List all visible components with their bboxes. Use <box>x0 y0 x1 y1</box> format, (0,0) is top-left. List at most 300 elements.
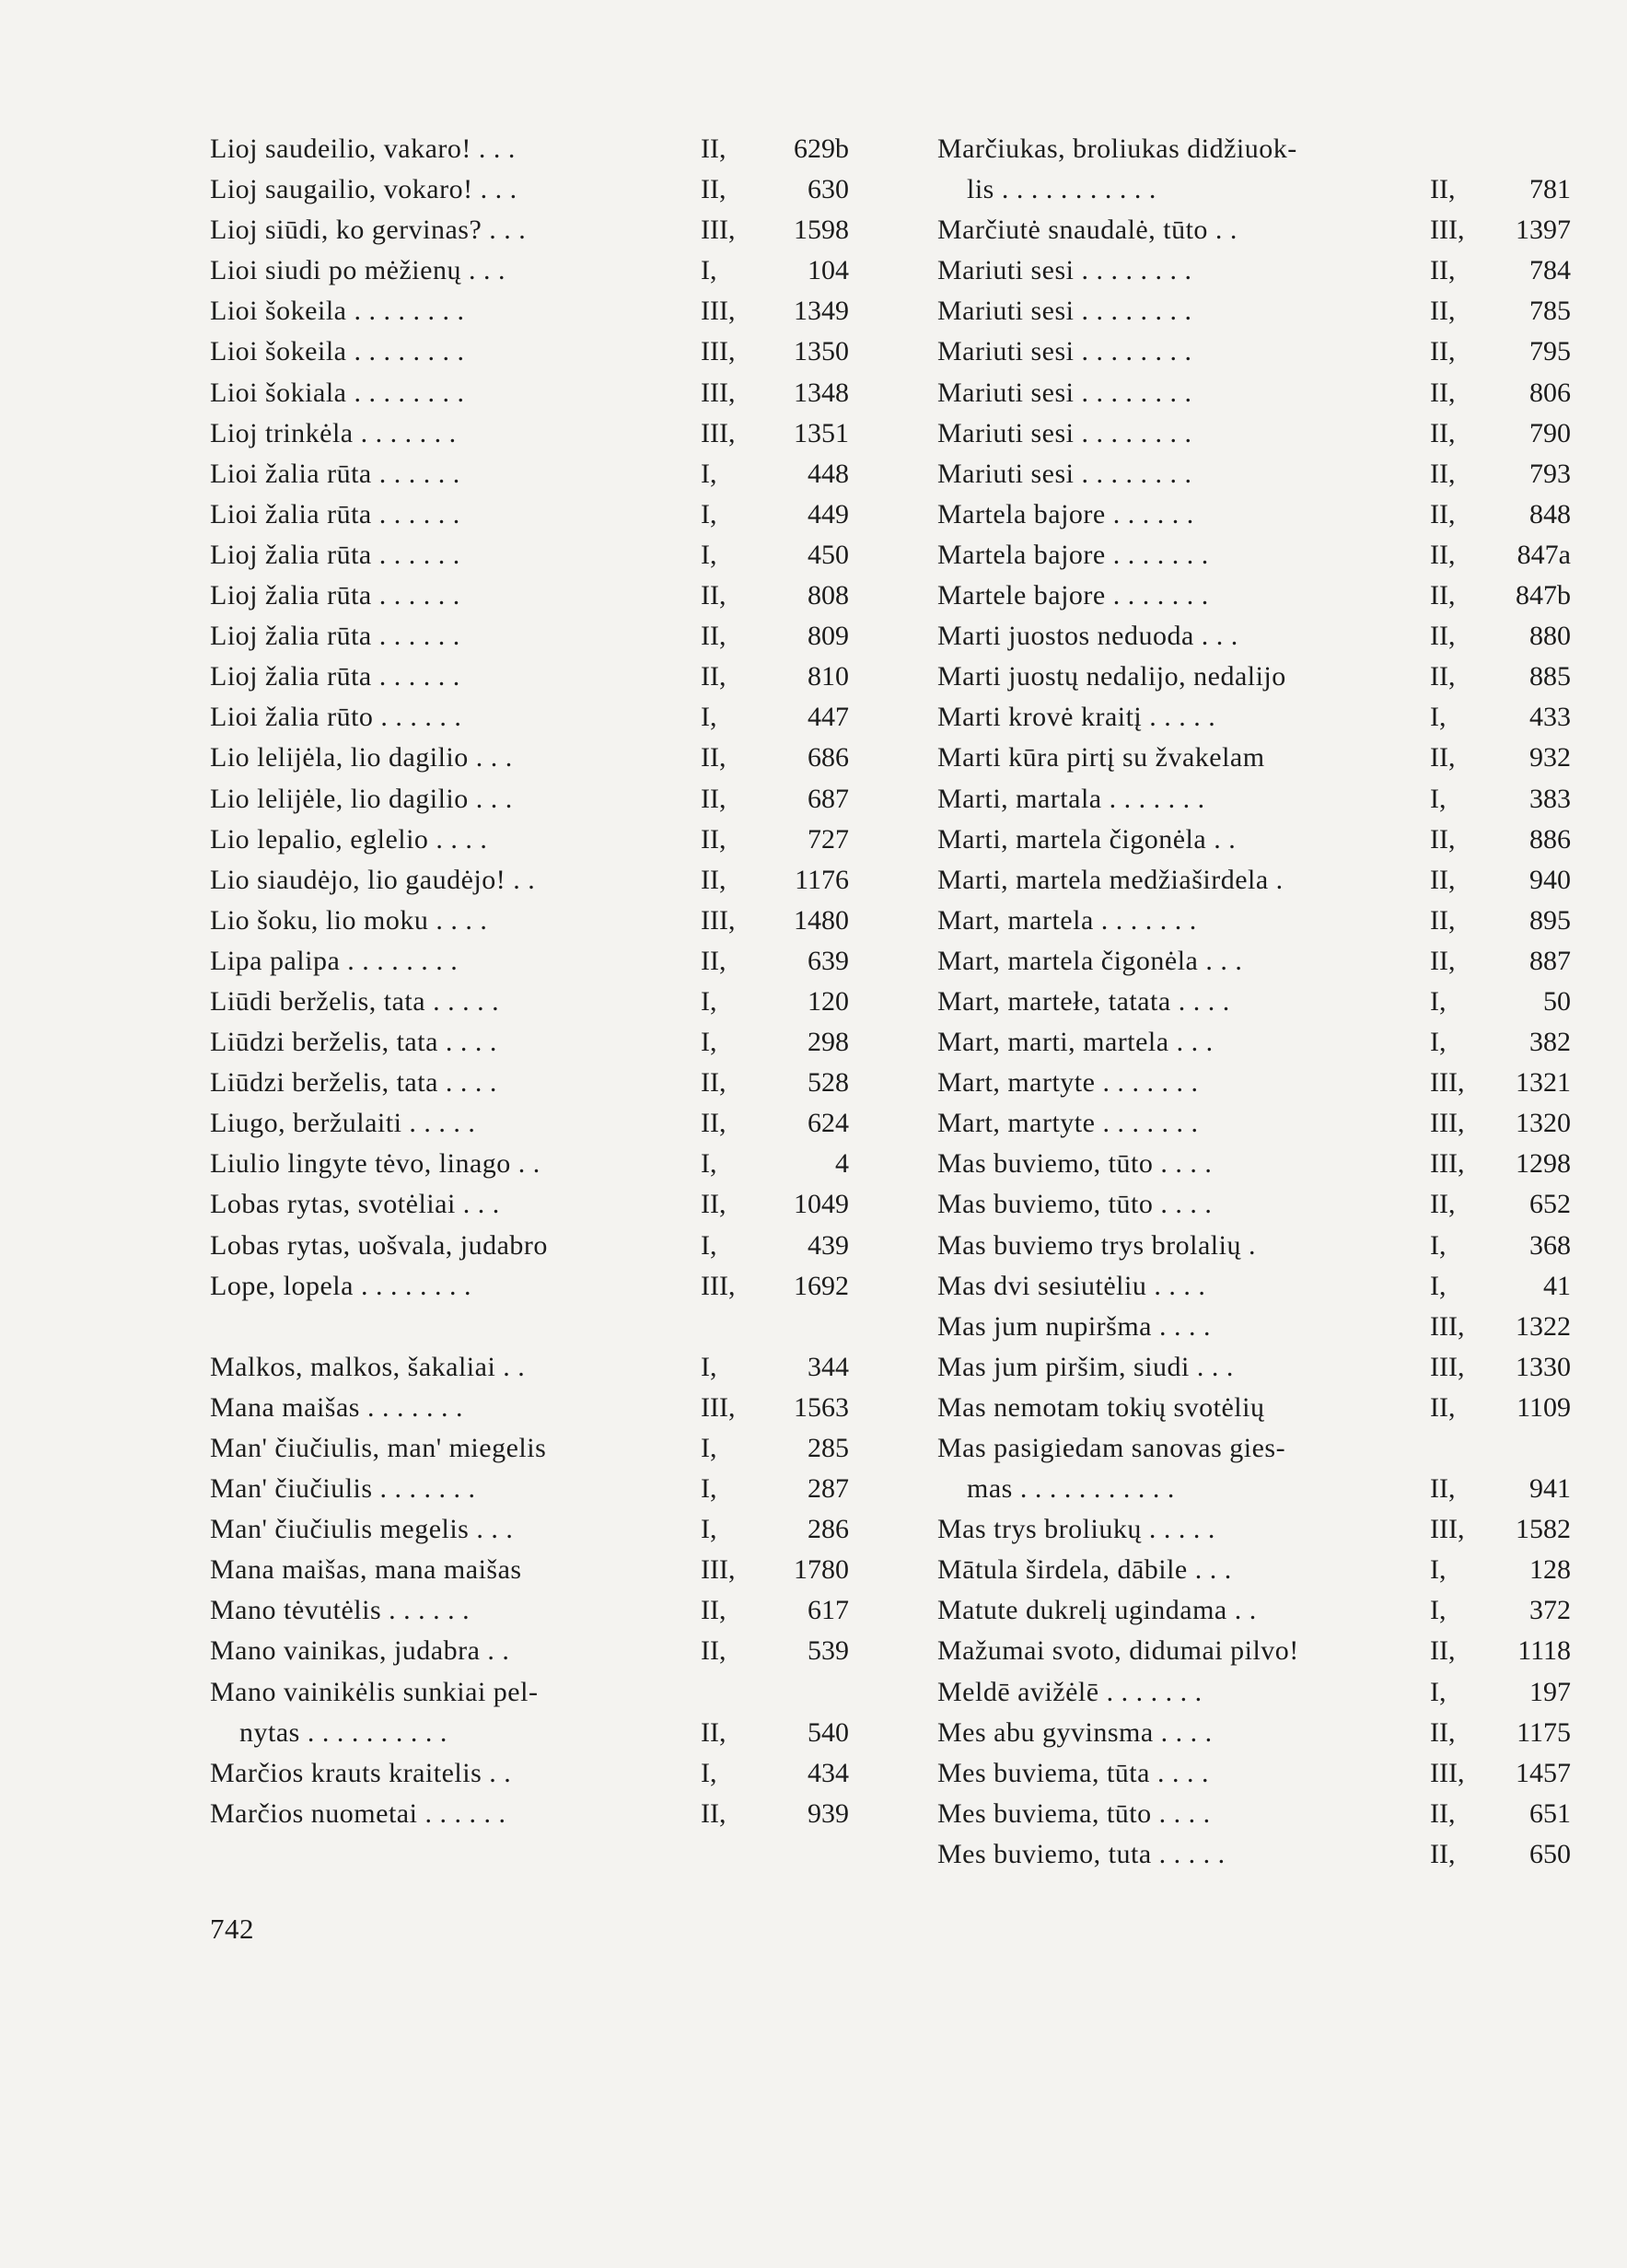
entry-volume: I, <box>1430 985 1447 1017</box>
index-entry <box>937 1307 1573 1347</box>
entry-volume: II, <box>1430 1635 1456 1667</box>
entry-title: Lioi šokeila . . . . . . . . <box>210 336 465 367</box>
entry-volume: II, <box>1430 539 1456 570</box>
index-entry <box>210 738 849 778</box>
entry-title: Lio lepalio, eglelio . . . . <box>210 823 488 855</box>
entry-title: Lioi siudi po mėžienų . . . <box>210 255 506 286</box>
entry-title: Man' čiučiulis megelis . . . <box>210 1514 514 1545</box>
entry-number: 781 <box>1529 174 1571 205</box>
entry-title: Mart, martełe, tatata . . . . <box>937 985 1230 1017</box>
entry-volume: II, <box>1430 255 1456 286</box>
index-entry <box>210 820 849 860</box>
entry-volume: II, <box>1430 1797 1456 1829</box>
index-entry <box>937 738 1573 778</box>
entry-volume: II, <box>1430 580 1456 611</box>
index-entry <box>210 1753 849 1794</box>
entry-number: 286 <box>808 1514 849 1545</box>
entry-volume: I, <box>701 702 717 733</box>
entry-volume: II, <box>701 1595 726 1626</box>
entry-number: 285 <box>808 1433 849 1463</box>
index-entry <box>210 1144 849 1184</box>
entry-number: 372 <box>1529 1595 1571 1626</box>
entry-title: Lipa palipa . . . . . . . . <box>210 945 459 976</box>
entry-title: Liūdi berželis, tata . . . . . <box>210 985 500 1017</box>
entry-volume: III, <box>701 296 736 327</box>
entry-title: nytas . . . . . . . . . . <box>239 1716 447 1748</box>
entry-number: 1480 <box>794 904 849 936</box>
entry-volume: I, <box>701 498 717 529</box>
entry-number: 886 <box>1529 823 1571 855</box>
entry-title: Man' čiučiulis . . . . . . . <box>210 1473 476 1505</box>
index-entry <box>937 1226 1573 1266</box>
entry-title: Lio šoku, lio moku . . . . <box>210 904 488 936</box>
index-entry <box>937 616 1573 657</box>
entry-volume: I, <box>701 1757 717 1788</box>
entry-number: 1109 <box>1517 1391 1571 1423</box>
entry-number: 1349 <box>794 296 849 327</box>
entry-number: 617 <box>808 1595 849 1626</box>
index-entry <box>210 129 849 169</box>
entry-number: 941 <box>1529 1473 1571 1505</box>
index-entry <box>937 1022 1573 1063</box>
entry-volume: II, <box>1430 904 1456 936</box>
entry-number: 1118 <box>1517 1635 1571 1667</box>
entry-number: 1320 <box>1516 1108 1571 1139</box>
entry-volume: III, <box>701 1391 736 1423</box>
index-entry <box>937 1469 1573 1509</box>
entry-volume: III, <box>1430 1514 1465 1545</box>
entry-volume: II, <box>701 1797 726 1829</box>
entry-title: Liulio lingyte tėvo, linago . . <box>210 1148 540 1180</box>
entry-number: 4 <box>835 1148 849 1180</box>
entry-volume: II, <box>1430 742 1456 773</box>
entry-number: 1598 <box>794 215 849 246</box>
index-entry <box>210 1226 849 1266</box>
entry-volume: III, <box>1430 215 1465 246</box>
entry-title: Lio lelijėle, lio dagilio . . . <box>210 783 513 814</box>
entry-number: 448 <box>808 458 849 489</box>
index-entry <box>937 1428 1573 1469</box>
entry-number: 1348 <box>794 377 849 408</box>
index-entry <box>210 1672 845 1713</box>
entry-number: 439 <box>808 1229 849 1261</box>
entry-number: 287 <box>808 1473 849 1505</box>
entry-volume: I, <box>701 1514 717 1545</box>
entry-number: 790 <box>1529 417 1571 448</box>
entry-volume: II, <box>701 134 726 164</box>
index-entry <box>937 413 1573 454</box>
entry-volume: III, <box>701 417 736 448</box>
entry-title: Liugo, beržulaiti . . . . . <box>210 1108 476 1139</box>
entry-title: Mana maišas . . . . . . . <box>210 1391 463 1423</box>
entry-title: Lobas rytas, svotėliai . . . <box>210 1189 500 1220</box>
entry-title: Liūdzi berželis, tata . . . . <box>210 1027 497 1058</box>
index-entry <box>210 1347 849 1388</box>
entry-number: 880 <box>1529 621 1571 652</box>
entry-number: 1175 <box>1517 1716 1571 1748</box>
index-entry <box>210 941 849 982</box>
index-entry <box>937 129 1573 169</box>
entry-title: Mas jum piršim, siudi . . . <box>937 1351 1234 1382</box>
index-entry <box>937 373 1573 413</box>
entry-volume: I, <box>701 985 717 1017</box>
entry-volume: III, <box>1430 1108 1465 1139</box>
entry-volume: III, <box>1430 1067 1465 1099</box>
entry-number: 120 <box>808 985 849 1017</box>
entry-title: Mas buviemo trys brolalių . <box>937 1229 1256 1261</box>
entry-volume: II, <box>1430 296 1456 327</box>
index-entry <box>937 1794 1573 1834</box>
index-entry <box>937 1063 1573 1103</box>
entry-volume: II, <box>1430 1473 1456 1505</box>
entry-number: 630 <box>808 174 849 205</box>
entry-volume: II, <box>701 742 726 773</box>
entry-number: 639 <box>808 945 849 976</box>
entry-number: 298 <box>808 1027 849 1058</box>
index-entry <box>210 576 849 616</box>
entry-number: 795 <box>1529 336 1571 367</box>
index-entry <box>210 1428 849 1469</box>
entry-volume: II, <box>701 621 726 652</box>
entry-volume: I, <box>1430 783 1447 814</box>
entry-volume: I, <box>701 458 717 489</box>
entry-title: lis . . . . . . . . . . . <box>967 174 1156 205</box>
entry-title: Marčios krauts kraitelis . . <box>210 1757 512 1788</box>
entry-volume: II, <box>1430 945 1456 976</box>
entry-number: 1351 <box>794 417 849 448</box>
index-entry <box>937 1347 1573 1388</box>
entry-number: 885 <box>1529 661 1571 692</box>
entry-title: Matute dukrelį ugindama . . <box>937 1595 1257 1626</box>
entry-title: Marti, martela čigonėla . . <box>937 823 1237 855</box>
entry-volume: I, <box>701 1229 717 1261</box>
left-column <box>210 129 849 1834</box>
page-number: 742 <box>210 1913 254 1945</box>
entry-volume: II, <box>701 1716 726 1748</box>
entry-volume: III, <box>701 1554 736 1586</box>
entry-volume: III, <box>701 336 736 367</box>
index-entry <box>937 250 1573 291</box>
entry-volume: I, <box>1430 1554 1447 1586</box>
entry-title: Lioi žalia rūta . . . . . . <box>210 458 460 489</box>
index-entry <box>210 494 849 535</box>
entry-volume: II, <box>1430 823 1456 855</box>
entry-title: Martele bajore . . . . . . . <box>937 580 1209 611</box>
index-entry <box>210 982 849 1022</box>
index-entry <box>937 535 1573 576</box>
entry-title: Lio siaudėjo, lio gaudėjo! . . <box>210 864 536 895</box>
entry-title: Mas dvi sesiutėliu . . . . <box>937 1270 1206 1301</box>
index-entry <box>210 454 849 494</box>
index-entry <box>210 657 849 697</box>
entry-number: 368 <box>1529 1229 1571 1261</box>
index-entry <box>210 1388 849 1428</box>
index-entry <box>210 1550 849 1590</box>
entry-volume: II, <box>1430 1391 1456 1423</box>
index-entry <box>937 901 1573 941</box>
entry-title: Marčiutė snaudalė, tūto . . <box>937 215 1238 246</box>
entry-volume: III, <box>1430 1148 1465 1180</box>
index-entry <box>210 616 849 657</box>
entry-number: 629b <box>794 134 849 164</box>
entry-number: 449 <box>808 498 849 529</box>
entry-number: 1780 <box>794 1554 849 1586</box>
entry-volume: I, <box>1430 1676 1447 1707</box>
entry-number: 887 <box>1529 945 1571 976</box>
entry-number: 1298 <box>1516 1148 1571 1180</box>
entry-volume: I, <box>1430 702 1447 733</box>
entry-title: Marčios nuometai . . . . . . <box>210 1797 506 1829</box>
index-entry <box>937 1144 1573 1184</box>
entry-title: Martela bajore . . . . . . <box>937 498 1194 529</box>
entry-title: Marti, martela medžiaširdela . <box>937 864 1284 895</box>
entry-title: Lioi žalia rūto . . . . . . <box>210 702 462 733</box>
entry-title: Lioj žalia rūta . . . . . . <box>210 539 460 570</box>
entry-title: Meldē avižėlē . . . . . . . <box>937 1676 1203 1707</box>
entry-volume: II, <box>701 1635 726 1667</box>
entry-number: 1692 <box>794 1270 849 1301</box>
entry-title: Mart, martela . . . . . . . <box>937 904 1197 936</box>
index-entry <box>937 454 1573 494</box>
entry-title: Lioj saugailio, vokaro! . . . <box>210 174 517 205</box>
entry-number: 624 <box>808 1108 849 1139</box>
index-entry <box>210 210 849 250</box>
entry-number: 1330 <box>1516 1351 1571 1382</box>
entry-volume: I, <box>701 255 717 286</box>
entry-volume: II, <box>1430 621 1456 652</box>
entry-title: Lioj žalia rūta . . . . . . <box>210 621 460 652</box>
entry-number: 686 <box>808 742 849 773</box>
entry-number: 539 <box>808 1635 849 1667</box>
entry-volume: I, <box>1430 1229 1447 1261</box>
entry-volume: II, <box>1430 1838 1456 1869</box>
entry-number: 197 <box>1529 1676 1571 1707</box>
entry-number: 847b <box>1516 580 1571 611</box>
entry-number: 447 <box>808 702 849 733</box>
entry-title: Mart, martela čigonėla . . . <box>937 945 1243 976</box>
entry-volume: II, <box>701 823 726 855</box>
index-entry <box>937 982 1573 1022</box>
entry-title: Malkos, malkos, šakaliai . . <box>210 1351 526 1382</box>
index-entry <box>210 250 849 291</box>
entry-title: Mart, marti, martela . . . <box>937 1027 1214 1058</box>
entry-number: 1397 <box>1516 215 1571 246</box>
entry-volume: III, <box>701 904 736 936</box>
entry-title: Mariuti sesi . . . . . . . . <box>937 417 1192 448</box>
entry-title: Mes buviema, tūto . . . . <box>937 1797 1211 1829</box>
index-entry <box>937 779 1573 820</box>
entry-title: Mariuti sesi . . . . . . . . <box>937 255 1192 286</box>
index-entry <box>937 1672 1573 1713</box>
entry-title: mas . . . . . . . . . . . <box>967 1473 1175 1505</box>
index-entry <box>937 1388 1573 1428</box>
entry-title: Mano tėvutėlis . . . . . . <box>210 1595 471 1626</box>
entry-title: Lobas rytas, uošvala, judabro <box>210 1229 548 1261</box>
entry-volume: II, <box>701 1067 726 1099</box>
entry-volume: II, <box>701 945 726 976</box>
entry-volume: I, <box>1430 1027 1447 1058</box>
index-entry <box>937 657 1573 697</box>
entry-number: 848 <box>1529 498 1571 529</box>
entry-number: 1350 <box>794 336 849 367</box>
entry-number: 793 <box>1529 458 1571 489</box>
entry-title: Lope, lopela . . . . . . . . <box>210 1270 471 1301</box>
entry-title: Mariuti sesi . . . . . . . . <box>937 336 1192 367</box>
entry-number: 651 <box>1529 1797 1571 1829</box>
entry-volume: II, <box>701 174 726 205</box>
entry-title: Lioj siūdi, ko gervinas? . . . <box>210 215 527 246</box>
index-entry <box>937 1184 1573 1225</box>
entry-title: Lioi šokiala . . . . . . . . <box>210 377 465 408</box>
entry-title: Lioi žalia rūta . . . . . . <box>210 498 460 529</box>
index-entry <box>210 1713 849 1753</box>
index-entry <box>937 1509 1573 1550</box>
index-entry <box>210 1469 849 1509</box>
entry-title: Marti kūra pirtį su žvakelam <box>937 742 1265 773</box>
index-entry <box>937 1590 1573 1631</box>
entry-number: 1176 <box>795 864 849 895</box>
index-entry <box>210 1307 845 1347</box>
index-entry <box>937 941 1573 982</box>
entry-volume: I, <box>701 1027 717 1058</box>
entry-title: Lioj trinkėla . . . . . . . <box>210 417 457 448</box>
entry-volume: I, <box>701 1433 717 1463</box>
entry-title: Lioj žalia rūta . . . . . . <box>210 580 460 611</box>
index-entry <box>937 820 1573 860</box>
entry-title: Liūdzi berželis, tata . . . . <box>210 1067 497 1099</box>
index-entry <box>210 1590 849 1631</box>
entry-volume: III, <box>1430 1757 1465 1788</box>
entry-volume: II, <box>701 783 726 814</box>
entry-volume: II, <box>701 1108 726 1139</box>
entry-number: 1582 <box>1516 1514 1571 1545</box>
entry-number: 687 <box>808 783 849 814</box>
index-entry <box>210 1184 849 1225</box>
entry-title: Mariuti sesi . . . . . . . . <box>937 296 1192 327</box>
entry-title: Mana maišas, mana maišas <box>210 1554 522 1586</box>
right-column <box>937 129 1573 1875</box>
index-entry <box>937 697 1573 738</box>
index-entry <box>937 494 1573 535</box>
index-entry <box>210 1103 849 1144</box>
index-entry <box>937 1834 1573 1875</box>
entry-volume: II, <box>701 1189 726 1220</box>
entry-title: Mariuti sesi . . . . . . . . <box>937 377 1192 408</box>
index-entry <box>210 535 849 576</box>
entry-number: 128 <box>1529 1554 1571 1586</box>
entry-number: 808 <box>808 580 849 611</box>
entry-title: Mas jum nupiršma . . . . <box>937 1310 1211 1342</box>
entry-title: Martela bajore . . . . . . . <box>937 539 1209 570</box>
index-entry <box>210 413 849 454</box>
entry-volume: III, <box>701 377 736 408</box>
index-entry <box>210 331 849 372</box>
entry-volume: II, <box>1430 377 1456 408</box>
entry-title: Marti juostų nedalijo, nedalijo <box>937 661 1286 692</box>
entry-number: 1563 <box>794 1391 849 1423</box>
entry-number: 809 <box>808 621 849 652</box>
entry-title: Mas buviemo, tūto . . . . <box>937 1189 1213 1220</box>
entry-number: 806 <box>1529 377 1571 408</box>
entry-title: Marčiukas, broliukas didžiuok- <box>937 134 1297 164</box>
entry-number: 1457 <box>1516 1757 1571 1788</box>
index-entry <box>937 210 1573 250</box>
entry-number: 810 <box>808 661 849 692</box>
entry-title: Lioj saudeilio, vakaro! . . . <box>210 134 516 164</box>
entry-number: 939 <box>808 1797 849 1829</box>
index-entry <box>937 860 1573 901</box>
entry-title: Mano vainikas, judabra . . <box>210 1635 510 1667</box>
entry-volume: I, <box>701 539 717 570</box>
entry-number: 1049 <box>794 1189 849 1220</box>
entry-volume: II, <box>1430 417 1456 448</box>
entry-title: Marti krovė kraitį . . . . . <box>937 702 1216 733</box>
index-entry <box>937 1266 1573 1307</box>
entry-title: Lio lelijėla, lio dagilio . . . <box>210 742 513 773</box>
entry-number: 785 <box>1529 296 1571 327</box>
entry-title: Mes abu gyvinsma . . . . <box>937 1716 1213 1748</box>
index-entry <box>937 1631 1573 1671</box>
entry-number: 528 <box>808 1067 849 1099</box>
entry-number: 383 <box>1529 783 1571 814</box>
entry-number: 1322 <box>1516 1310 1571 1342</box>
entry-title: Lioi šokeila . . . . . . . . <box>210 296 465 327</box>
entry-title: Mažumai svoto, didumai pilvo! <box>937 1635 1299 1667</box>
index-entry <box>937 331 1573 372</box>
index-entry <box>210 860 849 901</box>
entry-title: Lioj žalia rūta . . . . . . <box>210 661 460 692</box>
index-entry <box>937 169 1573 210</box>
index-entry <box>210 1631 849 1671</box>
entry-volume: II, <box>1430 174 1456 205</box>
index-entry <box>210 1266 849 1307</box>
entry-volume: I, <box>701 1473 717 1505</box>
entry-title: Mes buviema, tūta . . . . <box>937 1757 1209 1788</box>
entry-number: 650 <box>1529 1838 1571 1869</box>
index-entry <box>210 1794 849 1834</box>
entry-number: 450 <box>808 539 849 570</box>
index-entry <box>210 1063 849 1103</box>
entry-volume: I, <box>701 1351 717 1382</box>
entry-number: 434 <box>808 1757 849 1788</box>
entry-number: 433 <box>1529 702 1571 733</box>
entry-title: Mas nemotam tokių svotėlių <box>937 1391 1265 1423</box>
index-entry <box>937 1550 1573 1590</box>
entry-title: Mariuti sesi . . . . . . . . <box>937 458 1192 489</box>
entry-volume: II, <box>1430 498 1456 529</box>
entry-number: 344 <box>808 1351 849 1382</box>
entry-title: Mano vainikėlis sunkiai pel- <box>210 1676 539 1707</box>
entry-volume: II, <box>701 864 726 895</box>
entry-number: 382 <box>1529 1027 1571 1058</box>
index-entry <box>210 779 849 820</box>
entry-volume: I, <box>1430 1595 1447 1626</box>
entry-title: Man' čiučiulis, man' miegelis <box>210 1433 547 1463</box>
entry-number: 540 <box>808 1716 849 1748</box>
entry-title: Mas buviemo, tūto . . . . <box>937 1148 1213 1180</box>
entry-number: 895 <box>1529 904 1571 936</box>
entry-number: 1321 <box>1516 1067 1571 1099</box>
entry-volume: II, <box>701 580 726 611</box>
entry-title: Mes buviemo, tuta . . . . . <box>937 1838 1226 1869</box>
entry-title: Mas pasigiedam sanovas gies- <box>937 1433 1286 1463</box>
entry-number: 940 <box>1529 864 1571 895</box>
entry-volume: II, <box>1430 1716 1456 1748</box>
entry-number: 652 <box>1529 1189 1571 1220</box>
entry-volume: II, <box>1430 864 1456 895</box>
index-entry <box>210 169 849 210</box>
entry-title: Mas trys broliukų . . . . . <box>937 1514 1215 1545</box>
